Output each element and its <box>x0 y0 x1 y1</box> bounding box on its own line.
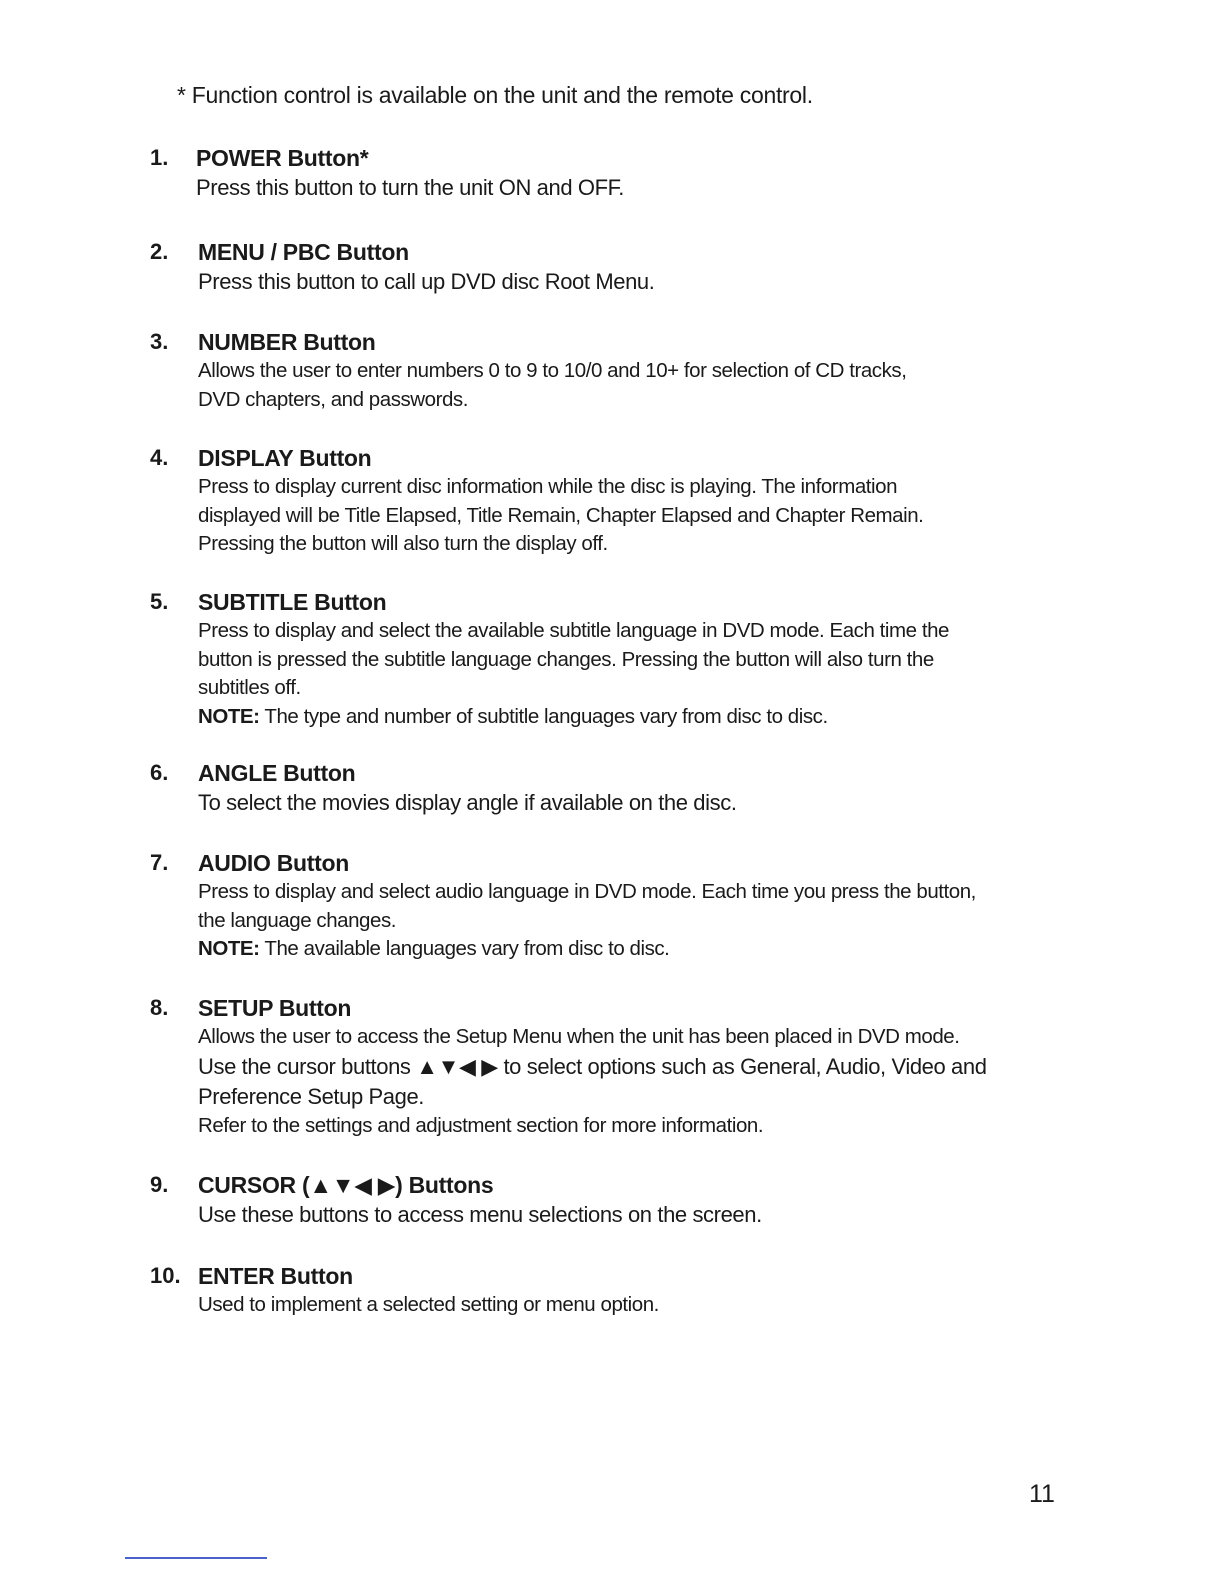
item-cursor-buttons <box>150 1170 1090 1230</box>
item-description-line: DVD chapters, and passwords. <box>198 387 468 411</box>
item-title: NUMBER Button <box>198 329 376 355</box>
note-label: NOTE: <box>198 704 260 728</box>
item-title: ANGLE Button <box>198 760 356 786</box>
item-title: AUDIO Button <box>198 850 349 876</box>
item-number: 2. <box>150 239 169 264</box>
item-title: DISPLAY Button <box>198 445 372 471</box>
item-description-line: Press to display and select audio language in DVD mode. Each time you press the button, <box>198 880 976 903</box>
intro-note: * Function control is available on the unit and the remote control. <box>177 82 813 108</box>
item-description-line: Use the cursor buttons ▲▼◀ ▶ to select options such as General, Audio, Video and <box>198 1053 987 1079</box>
item-number: 7. <box>150 850 169 875</box>
item-description-line: Press to display current disc information while the disc is playing. The information <box>198 475 898 498</box>
item-audio-button <box>150 848 1090 964</box>
item-menu-pbc-button <box>150 237 1090 297</box>
note-text: The type and number of subtitle languages vary from disc to disc. <box>259 704 828 728</box>
item-description-line: the language changes. <box>198 908 397 932</box>
item-number: 3. <box>150 329 169 354</box>
item-description: Used to implement a selected setting or menu option. <box>198 1293 659 1316</box>
item-number: 10. <box>150 1263 181 1288</box>
item-title: CURSOR (▲▼◀ ▶) Buttons <box>198 1172 494 1198</box>
item-number: 1. <box>150 145 169 170</box>
item-number: 5. <box>150 589 169 614</box>
item-note <box>198 703 1090 732</box>
item-description-line: Press to display and select the available subtitle language in DVD mode. Each time the <box>198 619 950 642</box>
page-number: 11 <box>1029 1480 1055 1508</box>
item-title: ENTER Button <box>198 1263 353 1289</box>
item-description-line: Pressing the button will also turn the display off. <box>198 532 608 555</box>
item-number: 4. <box>150 445 169 470</box>
item-title: SETUP Button <box>198 995 352 1021</box>
item-title: SUBTITLE Button <box>198 589 387 615</box>
item-description-line: Allows the user to access the Setup Menu when the unit has been placed in DVD mode. <box>198 1025 960 1048</box>
item-description: Press this button to call up DVD disc Root Menu. <box>198 269 655 294</box>
item-subtitle-button <box>150 587 1090 731</box>
item-angle-button <box>150 758 1090 818</box>
item-description-line: Preference Setup Page. <box>198 1083 425 1109</box>
item-title: POWER Button* <box>196 145 369 171</box>
item-description: Use these buttons to access menu selections on the screen. <box>198 1202 762 1227</box>
item-number: 8. <box>150 995 169 1020</box>
note-label: NOTE: <box>198 937 260 960</box>
item-description: Press this button to turn the unit ON and OFF. <box>196 175 624 200</box>
item-number-button <box>150 327 1090 414</box>
item-description-line: displayed will be Title Elapsed, Title Remain, Chapter Elapsed and Chapter Remain. <box>198 503 924 527</box>
item-description-line: Refer to the settings and adjustment section for more information. <box>198 1113 764 1137</box>
item-description: To select the movies display angle if available on the disc. <box>198 790 737 815</box>
item-setup-button <box>150 993 1090 1140</box>
item-description-line: Allows the user to enter numbers 0 to 9 to 10/0 and 10+ for selection of CD tracks, <box>198 359 907 382</box>
item-display-button <box>150 443 1090 559</box>
item-description-line: subtitles off. <box>198 676 301 699</box>
note-text: The available languages vary from disc to disc. <box>259 937 670 960</box>
item-note <box>198 935 1090 964</box>
item-description-line: button is pressed the subtitle language changes. Pressing the button will also turn the <box>198 647 934 671</box>
item-title: MENU / PBC Button <box>198 239 409 265</box>
item-enter-button <box>150 1261 1090 1320</box>
item-power-button <box>150 143 1090 203</box>
item-number: 9. <box>150 1172 169 1197</box>
item-number: 6. <box>150 760 169 785</box>
footer-rule <box>125 1557 267 1559</box>
